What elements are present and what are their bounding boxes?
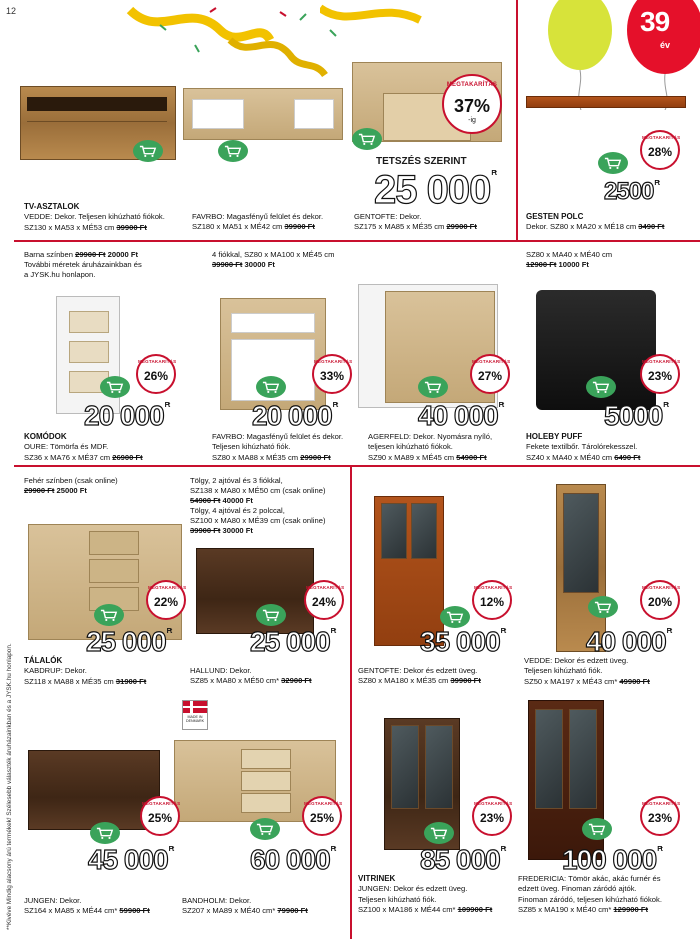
gentofte-cabinet-image xyxy=(374,496,444,646)
gentofte2-description: GENTOFTE: Dekor és edzett üveg. SZ80 x MA180 x MÉ35 cm 39900 Ft xyxy=(358,666,481,686)
savings-badge: MEGTAKARÍTÁS 22% xyxy=(146,580,186,620)
savings-badge: MEGTAKARÍTÁS 27% xyxy=(470,354,510,394)
ribbon-decoration-2 xyxy=(320,0,430,60)
cart-icon[interactable] xyxy=(424,822,454,844)
cart-icon[interactable] xyxy=(100,376,130,398)
cart-icon[interactable] xyxy=(440,606,470,628)
cart-icon[interactable] xyxy=(588,596,618,618)
gesten-price: $2500^{Ft}$ xyxy=(604,178,659,205)
holeby-note: SZ80 x MA40 x MÉ40 cm 12900 Ft 10000 Ft xyxy=(526,250,613,269)
vedde2-price: 40 $000^{Ft}$ xyxy=(586,626,672,657)
komodok-description: KOMÓDOK OURE: Tömörfa és MDF. SZ36 x MA76 x MÉ37 cm 26900 Ft xyxy=(24,432,143,462)
savings-badge: MEGTAKARÍTÁS 25% xyxy=(140,796,180,836)
hallund-sideboard-image xyxy=(196,548,314,634)
savings-badge xyxy=(442,74,502,134)
divider xyxy=(14,240,700,242)
balloons xyxy=(545,0,700,110)
cart-icon[interactable] xyxy=(418,376,448,398)
fredericia-price: 100 $000^{Ft}$ xyxy=(562,844,662,875)
savings-badge: MEGTAKARÍTÁS 12% xyxy=(472,580,512,620)
cart-icon[interactable] xyxy=(256,376,286,398)
hallund-price: 25 $000^{Ft}$ xyxy=(250,626,336,657)
agerfeld-price: 40 $000^{Ft}$ xyxy=(418,400,504,431)
cart-icon[interactable] xyxy=(352,128,382,150)
bandholm-description: BANDHOLM: Dekor. SZ207 x MA89 x MÉ40 cm* 79900 Ft xyxy=(182,896,308,916)
kabdrup-note: Fehér színben (csak online) 29900 Ft 25000 Ft xyxy=(24,476,118,495)
side-note: **Kivéve Mindig alacsony árú termékek! Szélesebb választék áruházainkban és a JYSK.hu honlapon. xyxy=(6,643,13,930)
cart-icon[interactable] xyxy=(586,376,616,398)
agerfeld-description: AGERFELD: Dekor. Nyomásra nyíló, teljesen kihúzható fiókok. SZ90 x MA89 x MÉ45 cm 54900 Ft xyxy=(368,432,493,462)
savings-badge: MEGTAKARÍTÁS 23% xyxy=(472,796,512,836)
hallund-description: HALLUND: Dekor. SZ85 x MA80 x MÉ50 cm* 32900 Ft xyxy=(190,666,312,686)
tv-favrbo-description: FAVRBO: Magasfényű felület és dekor. SZ180 x MA51 x MÉ42 cm 39900 Ft xyxy=(192,212,324,232)
jungen-price: 45 $000^{Ft}$ xyxy=(88,844,174,875)
badge-percent: 37% xyxy=(453,95,491,116)
cart-icon[interactable] xyxy=(133,140,163,162)
kabdrup-description: TÁLALÓK KABDRUP: Dekor. SZ118 x MA88 x MÉ35 cm 31900 Ft xyxy=(24,656,147,686)
cart-icon[interactable] xyxy=(250,818,280,840)
divider xyxy=(14,465,700,467)
gesten-shelf-image xyxy=(526,96,686,108)
fredericia-description: FREDERICIA: Tömör akác, akác furnér és edzett üveg. Finoman záródó ajtók. Finoman záródó, teljesen kihúzható fiókok. SZ85 x MA190 x MÉ40 cm* 129900 Ft xyxy=(518,874,662,915)
cart-icon[interactable] xyxy=(218,140,248,162)
divider xyxy=(516,0,518,240)
tv-stand-favrbo-image xyxy=(183,88,343,140)
jungen-description: JUNGEN: Dekor. SZ164 x MA85 x MÉ44 cm* 59900 Ft xyxy=(24,896,150,916)
hallund-note: Tölgy, 2 ajtóval és 3 fiókkal, SZ138 x MA80 x MÉ50 cm (csak online) 54900 Ft 40000 Ft Tölgy, 4 ajtóval és 2 polccal, SZ100 x MA80 x MÉ39 cm (csak online) 39900 Ft 30000 Ft xyxy=(190,476,326,535)
savings-badge: MEGTAKARÍTÁS 33% xyxy=(312,354,352,394)
favrbo2-description: FAVRBO: Magasfényű felület és dekor. Teljesen kihúzható fiók. SZ80 x MA88 x MÉ35 cm 29900 Ft xyxy=(212,432,344,462)
holeby-price: $5000^{Ft}$ xyxy=(604,400,668,431)
cart-icon[interactable] xyxy=(94,604,124,626)
gentofte2-price: 35 $000^{Ft}$ xyxy=(420,626,506,657)
cart-icon[interactable] xyxy=(598,152,628,174)
favrbo2-note: 4 fiókkal, SZ80 x MA100 x MÉ45 cm 39900 Ft 30000 Ft xyxy=(212,250,335,269)
komodok-note: Barna színben 29900 Ft 20000 Ft További méretek áruházainkban és a JYSK.hu honlapon. xyxy=(24,250,142,279)
cart-icon[interactable] xyxy=(582,818,612,840)
savings-badge: MEGTAKARÍTÁS 24% xyxy=(304,580,344,620)
vedde2-description: VEDDE: Dekor és edzett üveg. Teljesen kihúzható fiók. SZ50 x MA197 x MÉ43 cm* 49900 Ft xyxy=(524,656,650,686)
savings-badge: MEGTAKARÍTÁS 23% xyxy=(640,796,680,836)
savings-badge: MEGTAKARÍTÁS 20% xyxy=(640,580,680,620)
tv-gentofte-description: GENTOFTE: Dekor. SZ175 x MA85 x MÉ35 cm 29900 Ft xyxy=(354,212,477,232)
tv-vedde-description: TV-ASZTALOK VEDDE: Dekor. Teljesen kihúzható fiókok. SZ130 x MA53 x MÉ53 cm 39900 Ft xyxy=(24,202,165,232)
savings-badge: MEGTAKARÍTÁS 28% xyxy=(640,130,680,170)
vitrinek-description: VITRINEK JUNGEN: Dekor és edzett üveg. Teljesen kihúzható fiók. SZ100 x MA186 x MÉ44 cm* 109900 Ft xyxy=(358,874,493,915)
anniversary-label: év xyxy=(660,40,671,50)
bandholm-price: 60 $000^{Ft}$ xyxy=(250,844,336,875)
favrbo2-price: 20 $000^{Ft}$ xyxy=(252,400,338,431)
komodok-price: 20 $000^{Ft}$ xyxy=(84,400,170,431)
anniversary-number: 39 xyxy=(640,6,670,37)
tv-price: 25 $000^{Ft}$ xyxy=(374,168,496,212)
cart-icon[interactable] xyxy=(90,822,120,844)
savings-badge: MEGTAKARÍTÁS 23% xyxy=(640,354,680,394)
tv-headline: TETSZÉS SZERINT xyxy=(376,156,467,167)
vitrinek-price: 85 $000^{Ft}$ xyxy=(420,844,506,875)
savings-badge: MEGTAKARÍTÁS 26% xyxy=(136,354,176,394)
badge-suffix: -ig xyxy=(468,117,476,124)
made-in-denmark-label: MADE IN DENMARK xyxy=(182,700,208,730)
page-number: 12 xyxy=(6,6,17,16)
cart-icon[interactable] xyxy=(256,604,286,626)
badge-label: MEGTAKARÍTÁS xyxy=(446,82,498,88)
divider xyxy=(350,465,352,939)
savings-badge: MEGTAKARÍTÁS 25% xyxy=(302,796,342,836)
holeby-description: HOLEBY PUFF Fekete textilbőr. Tárolórekesszel. SZ40 x MA40 x MÉ40 cm 6490 Ft xyxy=(526,432,641,462)
kabdrup-price: 25 $000^{Ft}$ xyxy=(86,626,172,657)
gesten-description: GESTEN POLC Dekor. SZ80 x MA20 x MÉ18 cm 3490 Ft xyxy=(526,212,665,232)
